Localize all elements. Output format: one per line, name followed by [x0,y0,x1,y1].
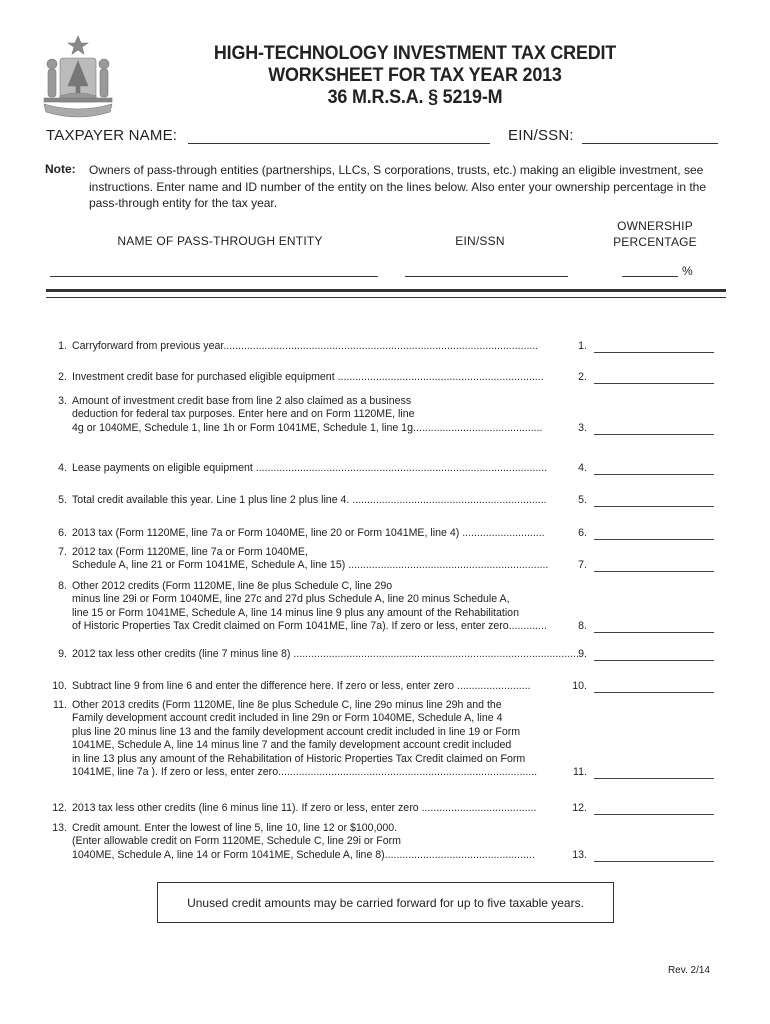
line-text: 2012 tax less other credits (line 7 minus line 8) ................................................................................................. [72,648,579,660]
line-number: 13. [52,822,67,834]
carryforward-notice-box [157,882,614,923]
line-number: 12. [52,802,67,814]
worksheet-line-1 [45,340,725,354]
line-number: 6. [58,527,67,539]
worksheet-line-13 [45,822,725,864]
line-2-amount-field[interactable] [594,383,714,384]
section-divider-thin [46,297,726,298]
line-number: 10. [52,680,67,692]
line-ref: 8. [578,620,587,632]
line-7-amount-field[interactable] [594,571,714,572]
line-text: Lease payments on eligible equipment ................................................................................................... [72,462,548,474]
note-text: Owners of pass-through entities (partnerships, LLCs, S corporations, trusts, etc.) making an eligible investment, see instructions. Enter name and ID number of the entity on the lines below. Also enter your ownership percentage in the pass-through entity for the tax year. [89,163,707,210]
ownership-header-line1: OWNERSHIP [617,219,693,233]
worksheet-line-9 [45,648,725,662]
line-10-amount-field[interactable] [594,692,714,693]
line-text: Amount of investment credit base from line 2 also claimed as a business deduction for federal tax purposes. Enter here and on Form 1120ME, line 4g or 1040ME, Schedule 1, line 1h or Form 1041ME, Schedule 1, line 1g............................................ [72,395,543,434]
worksheet-line-11 [45,699,725,783]
line-8-amount-field[interactable] [594,632,714,633]
title-line-3: 36 M.R.S.A. § 5219-M [327,86,503,108]
line-text: Carryforward from previous year........................................................................................................... [72,340,539,352]
worksheet-line-7 [45,546,725,574]
revision-date: Rev. 2/14 [667,965,710,976]
line-12-amount-field[interactable] [594,814,714,815]
percent-sign: % [682,264,693,278]
line-6-amount-field[interactable] [594,539,714,540]
line-text: Other 2013 credits (Form 1120ME, line 8e plus Schedule C, line 29o minus line 29h and the Family development account credit included in line 29n or Form 1040ME, Schedule A, line 4 plus line 20 minus line 13 and the family development account credit included in line 19 or Form 1041ME, Schedule A, line 14 minus line 7 and the family development account credit included in line 13 plus any amount of the Rehabilitation of Historic Properties Tax Credit claimed on Form 1041ME, line 7a ). If zero or less, enter zero........................................................................................ [72,699,538,779]
worksheet-line-10 [45,680,725,694]
line-4-amount-field[interactable] [594,474,714,475]
line-11-amount-field[interactable] [594,778,714,779]
ownership-header-line2: PERCENTAGE [613,235,697,249]
ownership-percentage-header [595,218,715,250]
worksheet-line-8 [45,580,725,636]
line-ref: 7. [578,559,587,571]
line-ref: 9. [578,648,587,660]
line-ref: 1. [578,340,587,352]
taxpayer-name-label: TAXPAYER NAME: [46,127,178,144]
line-text: 2013 tax (Form 1120ME, line 7a or Form 1040ME, line 20 or Form 1041ME, line 4) ............................ [72,527,545,539]
worksheet-line-2 [45,371,725,385]
worksheet-line-5 [45,494,725,508]
line-number: 1. [58,340,67,352]
line-number: 5. [58,494,67,506]
line-text: Credit amount. Enter the lowest of line 5, line 10, line 12 or $100,000. (Enter allowable credit on Form 1120ME, Schedule C, line 29i or Form 1040ME, Schedule A, line 14 or Form 1041ME, Schedule A, line 8)................................................... [72,822,535,861]
carryforward-notice-text: Unused credit amounts may be carried forward for up to five taxable years. [187,895,584,910]
title-line-2: WORKSHEET FOR TAX YEAR 2013 [268,64,562,86]
line-ref: 3. [578,422,587,434]
line-13-amount-field[interactable] [594,861,714,862]
state-seal-icon [38,34,118,122]
entity-ein-field[interactable] [405,276,568,277]
line-ref: 6. [578,527,587,539]
ein-ssn-label: EIN/SSN: [508,127,574,144]
ownership-percentage-field[interactable] [622,276,678,277]
line-text: Subtract line 9 from line 6 and enter the difference here. If zero or less, enter zero ......................... [72,680,531,692]
line-number: 11. [53,699,67,711]
entity-name-header: NAME OF PASS-THROUGH ENTITY [117,234,323,248]
worksheet-line-12 [45,802,725,816]
line-5-amount-field[interactable] [594,506,714,507]
line-text: 2012 tax (Form 1120ME, line 7a or Form 1040ME, Schedule A, line 21 or Form 1041ME, Schedule A, line 15) .................................................................... [72,546,549,572]
line-ref: 5. [578,494,587,506]
line-ref: 2. [578,371,587,383]
line-ref: 13. [572,849,587,861]
worksheet-line-4 [45,462,725,476]
ein-ssn-field[interactable] [582,143,718,144]
line-number: 7. [58,546,67,558]
line-9-amount-field[interactable] [594,660,714,661]
line-ref: 4. [578,462,587,474]
line-number: 8. [58,580,67,592]
line-number: 2. [58,371,67,383]
title-line-1: HIGH-TECHNOLOGY INVESTMENT TAX CREDIT [213,42,617,64]
line-3-amount-field[interactable] [594,434,714,435]
worksheet-line-6 [45,527,725,541]
line-text: Total credit available this year. Line 1 plus line 2 plus line 4. .................................................................. [72,494,547,506]
note-label: Note: [45,162,76,176]
worksheet-line-3 [45,395,725,437]
entity-ein-header: EIN/SSN [455,234,505,248]
taxpayer-name-field[interactable] [188,143,490,144]
line-ref: 12. [572,802,587,814]
line-number: 9. [58,648,67,660]
line-ref: 11. [573,766,587,778]
line-number: 3. [58,395,67,407]
line-text: Other 2012 credits (Form 1120ME, line 8e plus Schedule C, line 29o minus line 29i or Form 1040ME, line 27c and 27d plus Schedule A, line 20 minus Schedule A, line 15 or Form 1041ME, Schedule A, line 14 minus line 9 plus any amount of the Rehabilitation of Historic Properties Tax Credit claimed on Form 1041ME, line 7a). If zero or less, enter zero............. [72,580,547,633]
line-number: 4. [58,462,67,474]
line-1-amount-field[interactable] [594,352,714,353]
section-divider-thick [46,289,726,292]
entity-name-field[interactable] [50,276,378,277]
line-ref: 10. [572,680,587,692]
line-text: 2013 tax less other credits (line 6 minus line 11). If zero or less, enter zero ....................................... [72,802,537,814]
form-title [144,42,687,108]
line-text: Investment credit base for purchased eligible equipment ...................................................................... [72,371,544,383]
